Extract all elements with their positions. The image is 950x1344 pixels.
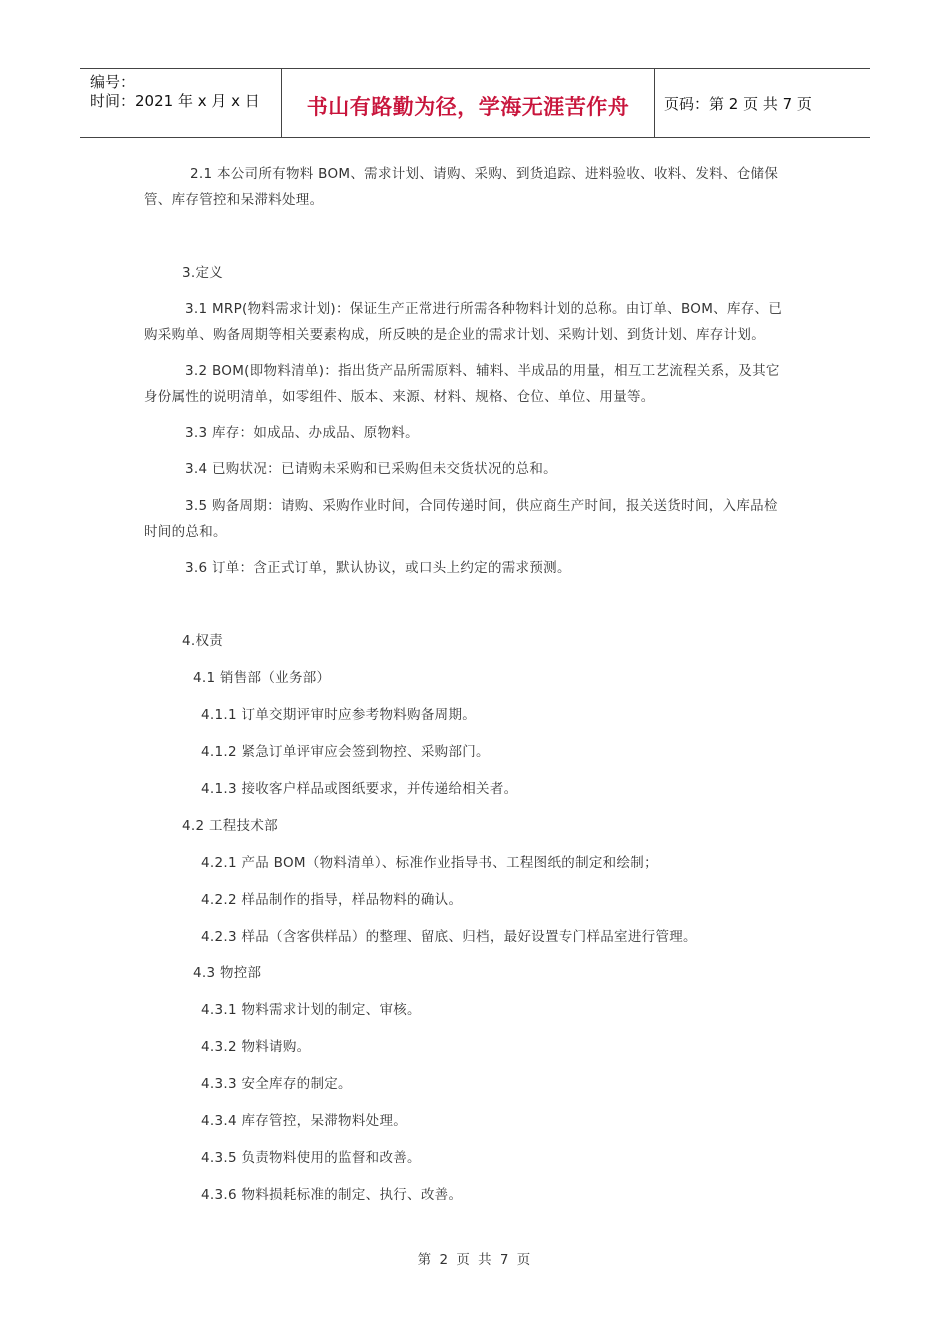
section-4-3: 4.3 物控部 [193,965,262,981]
header-divider [654,69,655,137]
section-3-6: 3.6 订单：含正式订单，默认协议，或口头上约定的需求预测。 [185,560,571,576]
header-page-label: 页码：第 2 页 共 7 页 [664,95,812,113]
header-meta [90,73,260,111]
section-4-3-3: 4.3.3 安全库存的制定。 [201,1076,352,1092]
section-3-1-line1: 3.1 MRP(物料需求计划)：保证生产正常进行所需各种物料计划的总称。由订单、BOM、库存、已 [185,301,783,317]
section-3-2-line2: 身份属性的说明清单，如零组件、版本、来源、材料、规格、仓位、单位、用量等。 [144,389,655,405]
section-3-5-line2: 时间的总和。 [144,524,227,540]
section-3-3: 3.3 库存：如成品、办成品、原物料。 [185,425,419,441]
section-4-1-3: 4.1.3 接收客户样品或图纸要求，并传递给相关者。 [201,781,518,797]
header-motto: 书山有路勤为径，学海无涯苦作舟 [306,95,630,119]
section-4-3-6: 4.3.6 物料损耗标准的制定、执行、改善。 [201,1187,463,1203]
section-4-3-1: 4.3.1 物料需求计划的制定、审核。 [201,1002,421,1018]
section-2-1-line2: 管、库存管控和呆滞料处理。 [144,192,324,208]
section-4-3-5: 4.3.5 负责物料使用的监督和改善。 [201,1150,421,1166]
section-3-5-line1: 3.5 购备周期：请购、采购作业时间，合同传递时间，供应商生产时间，报关送货时间，入库品检 [185,498,778,514]
section-4-2-3: 4.2.3 样品（含客供样品）的整理、留底、归档，最好设置专门样品室进行管理。 [201,929,697,945]
section-4-3-2: 4.3.2 物料请购。 [201,1039,311,1055]
section-4-heading: 4.权责 [182,633,224,649]
doc-number-label: 编号： [90,73,136,91]
section-4-2-2: 4.2.2 样品制作的指导，样品物料的确认。 [201,892,463,908]
section-4-1-2: 4.1.2 紧急订单评审应会签到物控、采购部门。 [201,744,490,760]
section-3-2-line1: 3.2 BOM(即物料清单)：指出货产品所需原料、辅料、半成品的用量，相互工艺流程关系，及其它 [185,363,780,379]
section-2-1-line1: 2.1 本公司所有物料 BOM、需求计划、请购、采购、到货追踪、进料验收、收料、发料、仓储保 [190,166,779,182]
document-header [80,68,870,138]
section-4-3-4: 4.3.4 库存管控，呆滞物料处理。 [201,1113,408,1129]
page-footer: 第 2 页 共 7 页 [417,1252,533,1268]
section-3-1-line2: 购采购单、购备周期等相关要素构成，所反映的是企业的需求计划、采购计划、到货计划、库存计划。 [144,327,765,343]
section-4-2-1: 4.2.1 产品 BOM（物料清单）、标准作业指导书、工程图纸的制定和绘制； [201,855,658,871]
section-3-heading: 3.定义 [182,265,224,281]
section-4-2: 4.2 工程技术部 [182,818,278,834]
section-3-4: 3.4 已购状况：已请购未采购和已采购但未交货状况的总和。 [185,461,557,477]
section-4-1-1: 4.1.1 订单交期评审时应参考物料购备周期。 [201,707,477,723]
doc-time-label: 时间：2021 年 x 月 x 日 [90,92,260,110]
section-4-1: 4.1 销售部（业务部） [193,670,331,686]
